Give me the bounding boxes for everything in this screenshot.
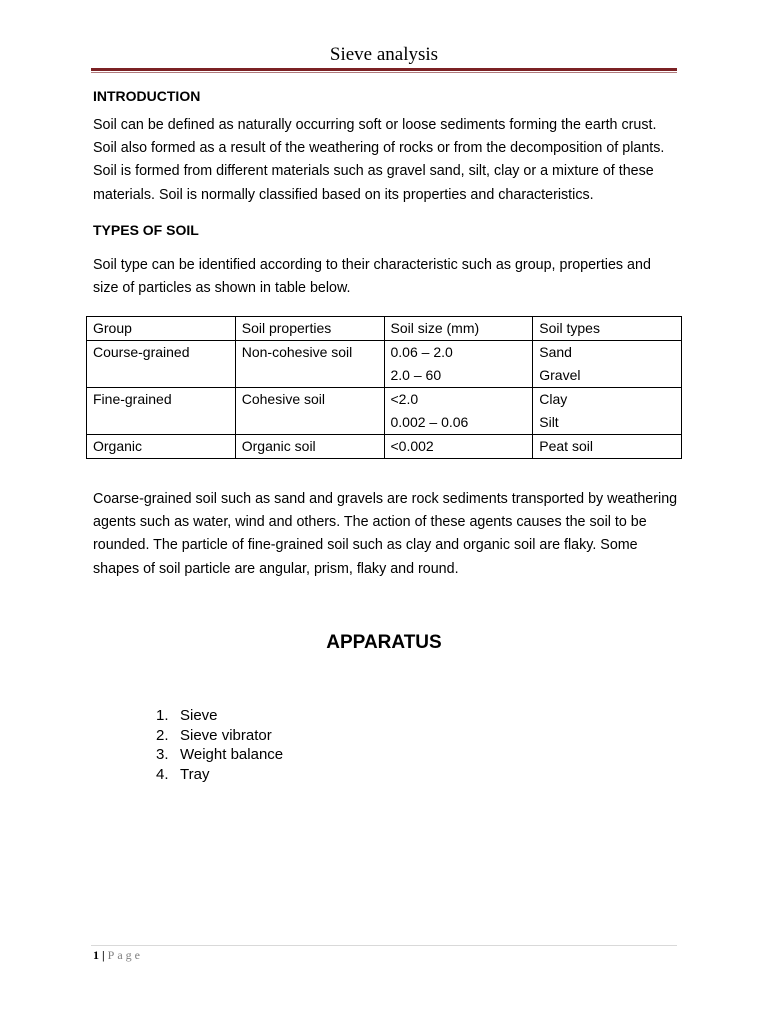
description-paragraph	[93, 488, 683, 581]
size-value: 0.06 – 2.0	[390, 344, 453, 360]
list-number: 1.	[156, 707, 169, 724]
text-line: Coarse-grained soil such as sand and gravels are rock sediments transported by weathering	[93, 491, 678, 507]
group-cell: Fine-grained	[87, 388, 236, 435]
list-number: 4.	[156, 765, 169, 783]
property-cell: Non-cohesive soil	[235, 341, 384, 388]
header-cell: Group	[87, 317, 236, 341]
types-of-soil-heading: TYPES OF SOIL	[93, 222, 199, 238]
header-cell: Soil size (mm)	[384, 317, 533, 341]
type-cell	[533, 341, 682, 388]
type-value: Gravel	[539, 367, 581, 383]
text-line: Soil can be defined as naturally occurring soft or loose sediments forming the earth crust.	[93, 117, 657, 133]
type-value: Peat soil	[539, 438, 593, 454]
type-cell	[533, 435, 682, 459]
footer-rule	[91, 945, 677, 946]
table-header-row	[87, 317, 682, 341]
text-line: materials. Soil is normally classified based on its properties and characteristics.	[93, 186, 594, 203]
type-value: Clay	[539, 391, 568, 407]
page-number: 1	[93, 948, 99, 962]
page-footer	[93, 948, 143, 963]
apparatus-heading: APPARATUS	[326, 632, 442, 653]
property-cell: Organic soil	[235, 435, 384, 459]
soil-types-table	[86, 316, 682, 459]
text-line: shapes of soil particle are angular, prism, flaky and round.	[93, 560, 459, 577]
list-item-text: Tray	[180, 765, 210, 783]
type-value: Silt	[539, 414, 559, 430]
header-rule	[91, 68, 677, 71]
size-cell	[384, 388, 533, 435]
footer-separator: |	[102, 948, 105, 962]
text-line: agents such as water, wind and others. The action of these agents causes the soil to be	[93, 514, 647, 531]
list-item	[156, 726, 283, 746]
size-value: 2.0 – 60	[390, 367, 442, 383]
property-cell: Cohesive soil	[235, 388, 384, 435]
list-item	[156, 765, 283, 785]
group-cell: Organic	[87, 435, 236, 459]
header-cell: Soil types	[533, 317, 682, 341]
apparatus-list	[156, 706, 283, 784]
header-rule-thin	[91, 72, 677, 73]
text-line: rounded. The particle of fine-grained soil such as clay and organic soil are flaky. Some	[93, 537, 638, 554]
text-line: Soil is formed from different materials such as gravel sand, silt, clay or a mixture of these	[93, 163, 654, 180]
list-item	[156, 706, 283, 726]
table-row	[87, 435, 682, 459]
page-label: Page	[107, 948, 143, 962]
size-value: <0.002	[390, 438, 434, 454]
type-cell	[533, 388, 682, 435]
list-number: 3.	[156, 746, 169, 763]
introduction-paragraph	[93, 114, 683, 207]
group-cell: Course-grained	[87, 341, 236, 388]
table-row	[87, 388, 682, 435]
size-cell	[384, 341, 533, 388]
list-item	[156, 745, 283, 765]
table-row	[87, 341, 682, 388]
list-number: 2.	[156, 726, 169, 744]
size-cell	[384, 435, 533, 459]
header-cell: Soil properties	[235, 317, 384, 341]
type-value: Sand	[539, 344, 572, 360]
list-item-text: Sieve vibrator	[180, 726, 272, 744]
text-line: Soil also formed as a result of the weathering of rocks or from the decomposition of plants.	[93, 140, 665, 157]
list-item-text: Sieve	[180, 707, 218, 724]
text-line: Soil type can be identified according to their characteristic such as group, properties and	[93, 257, 651, 273]
list-item-text: Weight balance	[180, 746, 284, 763]
text-line: size of particles as shown in table below.	[93, 280, 351, 297]
introduction-heading: INTRODUCTION	[93, 88, 201, 104]
page-header-title: Sieve analysis	[329, 44, 439, 65]
types-paragraph	[93, 254, 683, 300]
size-value: <2.0	[390, 391, 419, 407]
size-value: 0.002 – 0.06	[390, 414, 469, 430]
